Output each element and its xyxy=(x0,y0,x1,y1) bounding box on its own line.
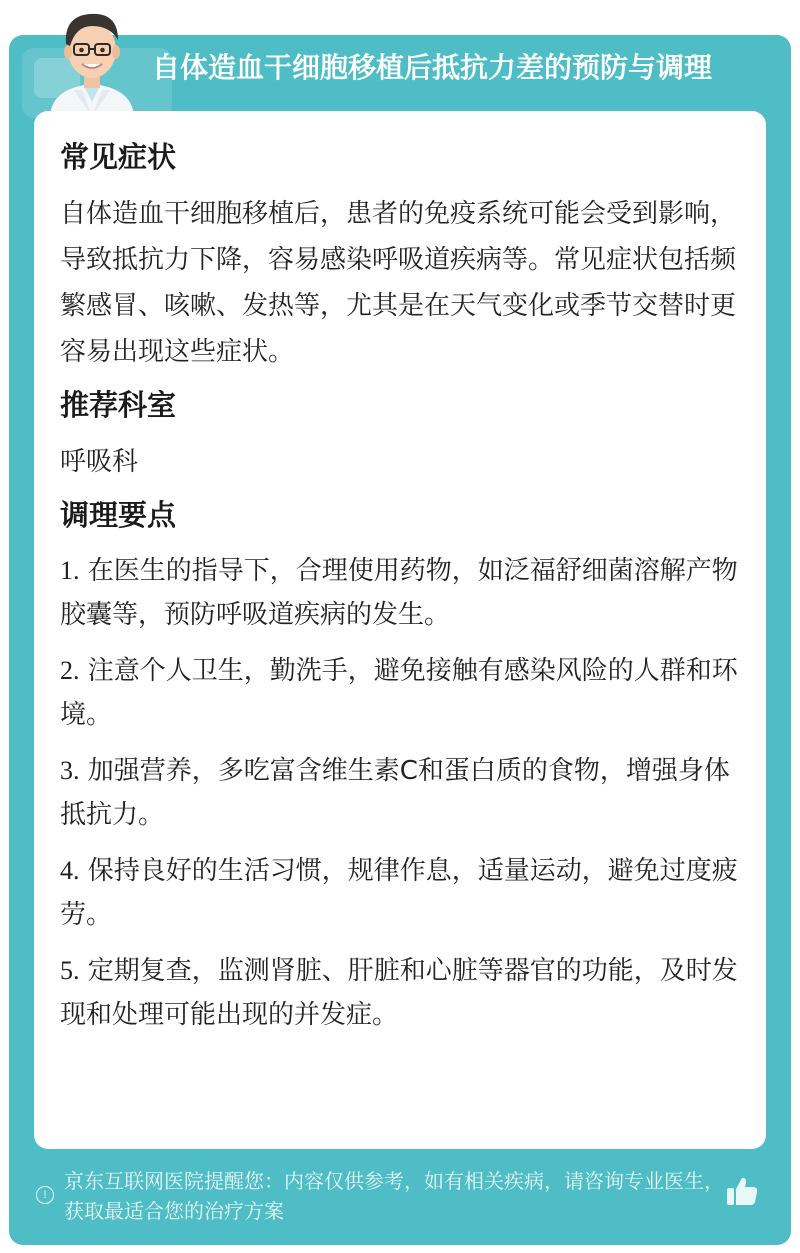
list-item-number: 5. xyxy=(60,956,80,985)
symptoms-text: 自体造血干细胞移植后，患者的免疫系统可能会受到影响，导致抵抗力下降，容易感染呼吸道疾病等。常见症状包括频繁感冒、咳嗽、发热等，尤其是在天气变化或季节交替时更容易出现这些症状。 xyxy=(60,199,737,367)
list-item-text: 注意个人卫生，勤洗手，避免接触有感染风险的人群和环境。 xyxy=(60,656,738,730)
list-item xyxy=(60,749,740,837)
page-title: 自体造血干细胞移植后抵抗力差的预防与调理 xyxy=(152,51,713,84)
care-points-heading: 调理要点 xyxy=(60,498,177,532)
list-item xyxy=(60,849,740,937)
list-item-text: 加强营养，多吃富含维生素C和蛋白质的食物，增强身体抵抗力。 xyxy=(60,756,730,830)
list-item-number: 2. xyxy=(60,656,80,685)
info-icon: ! xyxy=(36,1186,54,1204)
list-item-number: 1. xyxy=(60,556,80,585)
content-card xyxy=(34,111,766,1149)
list-item-text: 保持良好的生活习惯，规律作息，适量运动，避免过度疲劳。 xyxy=(60,856,738,930)
list-item-text: 在医生的指导下，合理使用药物，如泛福舒细菌溶解产物胶囊等，预防呼吸道疾病的发生。 xyxy=(60,556,738,630)
list-item-text: 定期复查，监测肾脏、肝脏和心脏等器官的功能，及时发现和处理可能出现的并发症。 xyxy=(60,956,738,1030)
list-item xyxy=(60,549,740,637)
list-item-number: 4. xyxy=(60,856,80,885)
doctor-avatar xyxy=(44,4,140,116)
care-points-list xyxy=(60,549,740,1037)
department-heading: 推荐科室 xyxy=(60,388,177,422)
list-item xyxy=(60,649,740,737)
disclaimer-text: 京东互联网医院提醒您：内容仅供参考，如有相关疾病，请咨询专业医生，获取最适合您的治疗方案 xyxy=(64,1169,724,1223)
footer-disclaimer xyxy=(36,1166,726,1226)
symptoms-heading: 常见症状 xyxy=(60,140,177,174)
list-item xyxy=(60,949,740,1037)
department-text: 呼吸科 xyxy=(60,447,139,477)
list-item-number: 3. xyxy=(60,756,80,785)
thumbs-up-icon[interactable] xyxy=(725,1175,759,1207)
